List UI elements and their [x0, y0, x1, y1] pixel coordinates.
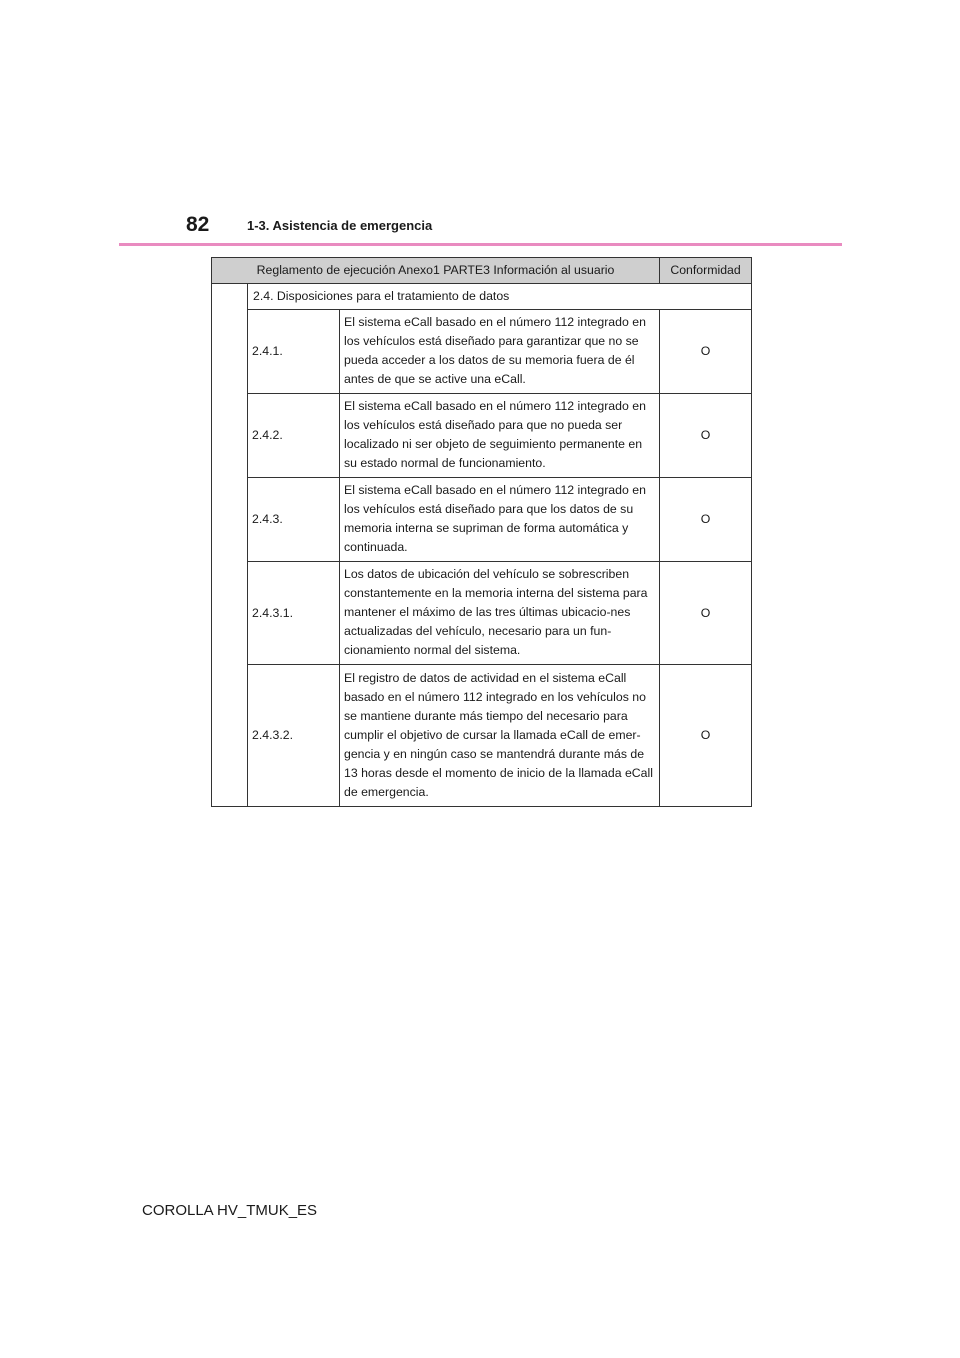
table-subheader-row — [212, 284, 752, 310]
clause-text: El sistema eCall basado en el número 112 integrado en los vehículos está diseñado para que los datos de su memoria interna se supriman de forma automática y continuada. — [340, 478, 660, 562]
conformity-mark: O — [660, 478, 752, 562]
conformity-mark: O — [660, 394, 752, 478]
clause-number: 2.4.3.1. — [248, 562, 340, 665]
conformity-mark: O — [660, 310, 752, 394]
subheader-cell: 2.4. Disposiciones para el tratamiento de datos — [248, 284, 752, 310]
clause-number: 2.4.3.2. — [248, 665, 340, 807]
table-row — [212, 478, 752, 562]
table-row — [212, 665, 752, 807]
clause-text: El sistema eCall basado en el número 112 integrado en los vehículos está diseñado para garantizar que no se pueda acceder a los datos de su memoria fuera de él antes de que se active una eCall. — [340, 310, 660, 394]
table-row — [212, 394, 752, 478]
page-number: 82 — [186, 213, 210, 236]
table-row — [212, 310, 752, 394]
conformity-mark: O — [660, 562, 752, 665]
regulation-table — [211, 257, 752, 807]
section-title: 1-3. Asistencia de emergencia — [247, 218, 433, 233]
clause-number: 2.4.2. — [248, 394, 340, 478]
clause-number: 2.4.1. — [248, 310, 340, 394]
table-header-row — [212, 258, 752, 284]
table-row — [212, 562, 752, 665]
regulation-column-header: Reglamento de ejecución Anexo1 PARTE3 Información al usuario — [212, 258, 660, 284]
footer-document-code: COROLLA HV_TMUK_ES — [142, 1202, 318, 1219]
header-rule — [119, 243, 842, 246]
clause-text: El sistema eCall basado en el número 112 integrado en los vehículos está diseñado para que no pueda ser localizado ni ser objeto de seguimiento permanente en su estado normal de funcionamiento. — [340, 394, 660, 478]
clause-number: 2.4.3. — [248, 478, 340, 562]
conformity-mark: O — [660, 665, 752, 807]
indent-cell — [212, 284, 248, 807]
clause-text: El registro de datos de actividad en el sistema eCall basado en el número 112 integrado en los vehículos no se mantiene durante más tiempo del necesario para cumplir el objetivo de cursar la llamada eCall de emer-gencia y en ningún caso se mantendrá durante más de 13 horas desde el momento de inicio de la llamada eCall de emergencia. — [340, 665, 660, 807]
conformity-column-header: Conformidad — [660, 258, 752, 284]
clause-text: Los datos de ubicación del vehículo se sobrescriben constantemente en la memoria interna del sistema para mantener el máximo de las tres últimas ubicacio-nes actualizadas del vehículo, necesario para un fun-cionamiento normal del sistema. — [340, 562, 660, 665]
